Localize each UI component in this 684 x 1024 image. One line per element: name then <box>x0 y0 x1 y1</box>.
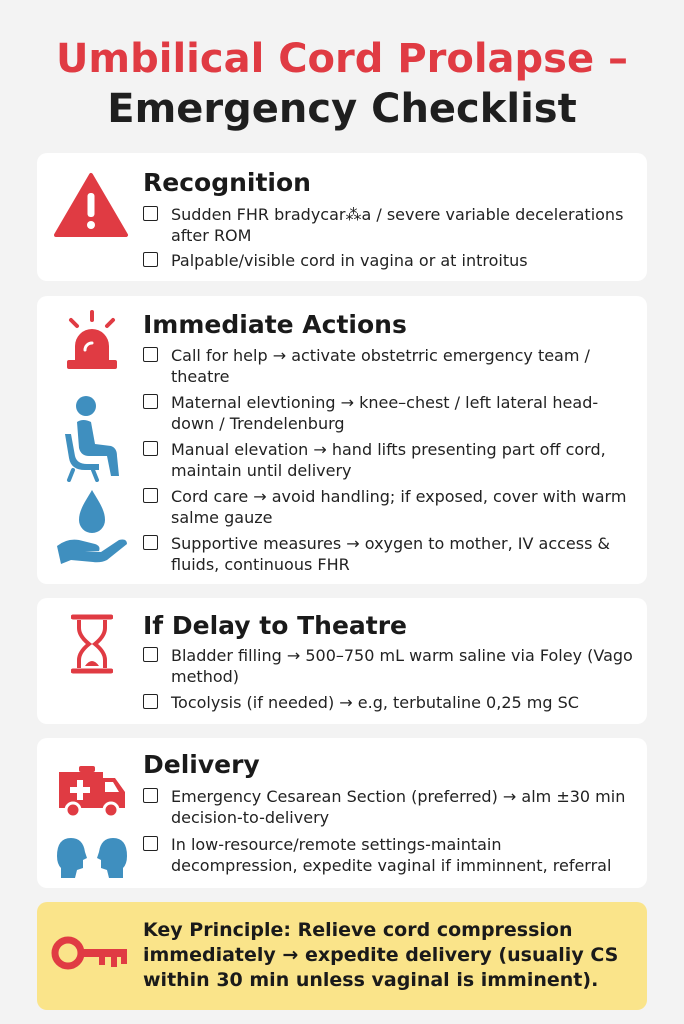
checklist-item[interactable] <box>143 439 633 481</box>
section-heading-immediate-actions: Immediate Actions <box>143 310 407 339</box>
warning-icon <box>53 171 129 239</box>
section-heading-delivery: Delivery <box>143 750 260 779</box>
checkbox[interactable] <box>143 206 158 221</box>
checklist-item-text: Call for help → activate obstetrric emergency team / theatre <box>171 346 590 386</box>
section-heading-recognition: Recognition <box>143 168 311 197</box>
checklist-item[interactable] <box>143 486 633 528</box>
checkbox[interactable] <box>143 441 158 456</box>
siren-icon <box>59 310 125 374</box>
checklist-item[interactable] <box>143 786 633 828</box>
checklist-item-text: Tocolysis (if needed) → e.g, terbutaline 0,25 mg SC <box>171 693 579 712</box>
heads-icon <box>53 836 131 878</box>
checklist-item[interactable] <box>143 692 633 713</box>
recognition-card <box>37 153 647 281</box>
checkbox[interactable] <box>143 836 158 851</box>
drop-in-hand-icon <box>55 488 129 564</box>
delivery-card <box>37 738 647 888</box>
checkbox[interactable] <box>143 488 158 503</box>
checklist-item[interactable] <box>143 204 633 246</box>
checklist-item-text: Supportive measures → oxygen to mother, IV access & fluids, continuous FHR <box>171 534 611 574</box>
checklist-item-text: Sudden FHR bradycar⁂a / severe variable decelerations after ROM <box>171 205 624 245</box>
checklist-item-text: Maternal elevtioning → knee–chest / left lateral head-down / Trendelenburg <box>171 393 599 433</box>
title-line-2: Emergency Checklist <box>107 86 577 132</box>
checkbox[interactable] <box>143 347 158 362</box>
key-principle-body: Relieve cord compression immediately → expedite delivery (usualiy CS within 30 min unless vaginal is imminent). <box>143 919 619 991</box>
key-principle-label: Key Principle: <box>143 919 291 941</box>
checklist-item-text: Manual elevation → hand lifts presenting part off cord, maintain until delivery <box>171 440 606 480</box>
key-principle-card <box>37 902 647 1010</box>
checklist-item[interactable] <box>143 645 633 687</box>
checklist-item-text: In low-resource/remote settings-maintain decompression, expedite vaginal if imminnent, referral <box>171 835 612 875</box>
section-heading-delay-to-theatre: If Delay to Theatre <box>143 611 408 640</box>
checklist-item[interactable] <box>143 392 633 434</box>
checklist-item-text: Cord care → avoid handling; if exposed, cover with warm salme gauze <box>171 487 627 527</box>
checkbox[interactable] <box>143 394 158 409</box>
checkbox[interactable] <box>143 788 158 803</box>
checklist-item[interactable] <box>143 250 633 271</box>
checklist-item[interactable] <box>143 345 633 387</box>
checklist-item-text: Bladder filling → 500–750 mL warm saline via Foley (Vago method) <box>171 646 633 686</box>
checklist-item-text: Emergency Cesarean Section (preferred) → alm ±30 min decision-to-delivery <box>171 787 626 827</box>
title-line-1: Umbilical Cord Prolapse – <box>55 36 629 82</box>
checkbox[interactable] <box>143 252 158 267</box>
delay-to-theatre-card <box>37 598 647 724</box>
page-title <box>0 34 684 134</box>
immediate-actions-card <box>37 296 647 584</box>
checkbox[interactable] <box>143 535 158 550</box>
ambulance-icon <box>55 766 127 818</box>
hourglass-icon <box>71 614 113 674</box>
key-principle-text <box>143 918 633 993</box>
checklist-item[interactable] <box>143 834 633 876</box>
key-icon <box>51 936 131 970</box>
patient-position-icon <box>59 394 125 482</box>
checklist-item[interactable] <box>143 533 633 575</box>
checklist-item-text: Palpable/visible cord in vagina or at introitus <box>171 251 528 270</box>
checkbox[interactable] <box>143 694 158 709</box>
checkbox[interactable] <box>143 647 158 662</box>
